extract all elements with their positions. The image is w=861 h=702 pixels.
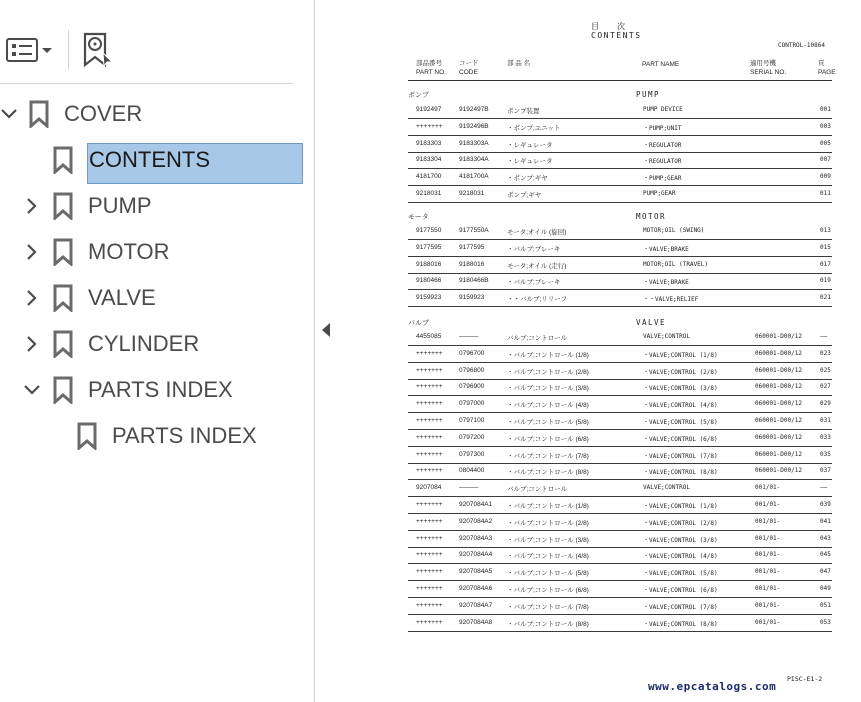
table-cell: 9207084A4	[459, 551, 493, 559]
table-cell: +++++++	[416, 501, 443, 508]
table-cell: +++++++	[416, 400, 443, 408]
table-cell: ——	[820, 484, 828, 492]
table-cell: 4455085	[416, 333, 442, 340]
table-cell: ・VALVE;CONTROL (3/8)	[643, 385, 718, 393]
table-cell: +++++++	[416, 618, 443, 626]
table-cell: 9218031	[416, 190, 442, 197]
table-cell: 047	[820, 568, 831, 576]
header-code	[459, 59, 479, 77]
header-serial	[750, 59, 786, 77]
header-name-jp: 部 品 名	[507, 60, 531, 67]
table-row	[408, 581, 832, 598]
table-row	[408, 480, 832, 497]
table-cell: ・バルブ;コントロール (2/8)	[507, 519, 589, 527]
bookmark-label: COVER	[64, 101, 143, 126]
table-cell: 043	[820, 534, 831, 542]
table-row	[408, 257, 832, 274]
table-cell: 0797100	[459, 417, 485, 424]
table-cell: +++++++	[416, 433, 443, 441]
table-cell: +++++++	[416, 417, 443, 424]
table-cell: ・REGULATOR	[643, 158, 682, 166]
table-row	[408, 186, 832, 203]
table-cell: +++++++	[416, 568, 443, 576]
table-row	[408, 136, 832, 153]
table-cell: +++++++	[416, 366, 443, 374]
table-cell: 060001-D00/12	[755, 349, 802, 357]
footer-code: PISC-E1-2	[787, 675, 823, 683]
table-cell: 9207084	[416, 484, 442, 492]
table-cell: バルブ;コントロール	[507, 486, 568, 494]
table-cell: ・バルブ;コントロール (4/8)	[507, 402, 589, 410]
table-cell: モータ;オイル (走行)	[507, 262, 567, 270]
table-cell: ・VALVE;CONTROL (7/8)	[643, 603, 718, 611]
table-cell: 045	[820, 551, 831, 559]
table-cell: 001/01-	[755, 501, 781, 508]
section-jp: バルブ	[408, 320, 429, 327]
table-cell: ・VALVE;CONTROL (4/8)	[643, 402, 718, 410]
table-cell: ・バルブ;ブレーキ	[507, 279, 561, 287]
table-cell: 4181700A	[459, 173, 489, 181]
table-cell: ・PUMP;GEAR	[643, 175, 682, 183]
table-cell: ・VALVE;CONTROL (2/8)	[643, 519, 718, 527]
table-cell: MOTOR;OIL (TRAVEL)	[643, 260, 709, 268]
table-row	[408, 379, 832, 396]
table-cell: 9177550	[416, 227, 442, 234]
table-cell: 009	[820, 173, 831, 181]
table-cell: 031	[820, 417, 831, 424]
table-cell: 001/01-	[755, 534, 781, 542]
header-part	[416, 59, 446, 77]
table-cell: ・バルブ;コントロール (1/8)	[507, 351, 589, 359]
page-title-jp: 目次	[591, 22, 643, 31]
table-cell: ・レギュレータ	[507, 158, 553, 166]
header-rule	[408, 80, 832, 81]
table-cell: バルブ;コントロール	[507, 335, 568, 342]
section-en: MOTOR	[636, 212, 667, 221]
table-cell: ・バルブ;コントロール (8/8)	[507, 469, 589, 477]
table-cell: 4181700	[416, 173, 442, 181]
table-cell: 001	[820, 106, 831, 113]
bookmark-label: CONTENTS	[89, 147, 210, 172]
table-cell: 9207084A6	[459, 585, 493, 592]
table-cell: 021	[820, 294, 831, 302]
table-cell: ——	[820, 333, 828, 340]
table-row	[408, 290, 832, 307]
table-cell: 0796800	[459, 366, 485, 374]
table-cell: 001/01-	[755, 551, 781, 559]
table-cell: ・VALVE;CONTROL (6/8)	[643, 587, 718, 594]
table-cell: 9192497	[416, 106, 442, 113]
bookmark-label: PUMP	[88, 193, 152, 218]
table-cell: 9183303	[416, 139, 442, 147]
table-cell: ・バルブ;コントロール (6/8)	[507, 435, 589, 443]
table-cell: +++++++	[416, 601, 443, 609]
table-cell: ・バルブ;コントロール (5/8)	[507, 419, 589, 426]
table-cell: ポンプ;ギヤ	[507, 192, 542, 199]
table-cell: 9192496B	[459, 122, 489, 130]
header-page	[818, 59, 836, 77]
table-cell: ・VALVE;CONTROL (3/8)	[643, 536, 718, 544]
table-cell: ・VALVE;CONTROL (7/8)	[643, 452, 718, 460]
table-cell: モータ;オイル (旋回)	[507, 229, 567, 236]
table-cell: 9207084A7	[459, 601, 493, 609]
table-cell: 9180466	[416, 277, 442, 285]
bookmark-label: MOTOR	[88, 239, 170, 264]
table-cell: 9177595	[459, 243, 485, 251]
footer-watermark: www.epcatalogs.com	[648, 680, 777, 693]
table-cell: ・バルブ;コントロール (5/8)	[507, 570, 589, 578]
table-cell: ・バルブ;コントロール (8/8)	[507, 620, 589, 628]
table-cell: ・バルブ;コントロール (7/8)	[507, 452, 589, 460]
table-cell: 025	[820, 366, 831, 374]
table-cell: 060001-D00/12	[755, 366, 802, 374]
bookmark-label: CYLINDER	[88, 331, 200, 356]
table-row	[408, 514, 832, 531]
table-cell: PUMP DEVICE	[643, 106, 683, 113]
table-cell: 033	[820, 433, 831, 441]
table-cell: ・VALVE;CONTROL (8/8)	[643, 620, 718, 628]
table-cell: 041	[820, 517, 831, 525]
table-cell: +++++++	[416, 383, 443, 391]
table-row	[408, 547, 832, 564]
table-cell: ・VALVE;BRAKE	[643, 245, 689, 253]
table-cell: 017	[820, 260, 831, 268]
table-cell: 9183303A	[459, 139, 489, 147]
table-cell: ・バルブ;コントロール (3/8)	[507, 385, 589, 393]
table-cell: 023	[820, 349, 831, 357]
table-cell: 039	[820, 501, 831, 508]
table-cell: ・PUMP;UNIT	[643, 124, 682, 132]
section-jp: モータ	[408, 214, 429, 221]
table-cell: 001/01-	[755, 568, 781, 576]
table-cell: 003	[820, 122, 831, 130]
table-row	[408, 102, 832, 119]
table-cell: 9218031	[459, 190, 485, 197]
table-cell: 060001-D00/12	[755, 467, 802, 475]
table-cell: 060001-D00/12	[755, 450, 802, 458]
table-cell: +++++++	[416, 534, 443, 542]
table-cell: 051	[820, 601, 831, 609]
table-row	[408, 346, 832, 363]
table-cell: VALVE;CONTROL	[643, 484, 690, 492]
header-code-en: CODE	[459, 69, 478, 76]
table-row	[408, 463, 832, 480]
table-cell: 013	[820, 227, 831, 234]
table-cell: ・VALVE;CONTROL (2/8)	[643, 368, 718, 376]
table-cell: 9207084A2	[459, 517, 493, 525]
table-cell: 9188016	[459, 260, 485, 268]
table-cell: 001/01-	[755, 484, 781, 492]
table-cell: 001/01-	[755, 601, 781, 609]
table-cell: ・VALVE;CONTROL (8/8)	[643, 469, 718, 477]
table-row	[408, 119, 832, 136]
table-row	[408, 413, 832, 430]
section-en: VALVE	[636, 318, 667, 327]
table-cell: ・バルブ;ブレーキ	[507, 245, 561, 253]
table-cell: 9177550A	[459, 227, 489, 234]
table-cell: +++++++	[416, 122, 443, 130]
table-cell: 037	[820, 467, 831, 475]
table-cell: ・・VALVE;RELIEF	[643, 296, 699, 304]
table-cell: ・バルブ;コントロール (6/8)	[507, 587, 589, 594]
table-cell: 005	[820, 139, 831, 147]
table-cell: 0797000	[459, 400, 485, 408]
table-cell: 035	[820, 450, 831, 458]
table-cell: ———	[459, 333, 479, 340]
header-part-en: PART NO.	[416, 69, 446, 76]
table-row	[408, 363, 832, 380]
table-cell: ・・バルブ;リリーフ	[507, 296, 567, 304]
header-page-en: PAGE	[818, 69, 836, 76]
table-cell: 049	[820, 585, 831, 592]
table-cell: ・VALVE;CONTROL (1/8)	[643, 351, 718, 359]
table-row	[408, 497, 832, 514]
table-cell: 0804400	[459, 467, 485, 475]
document-code: CONTROL-10864	[778, 42, 825, 49]
table-row	[408, 447, 832, 464]
table-cell: 9207084A3	[459, 534, 493, 542]
table-cell: 9177595	[416, 243, 442, 251]
table-cell: VALVE;CONTROL	[643, 333, 690, 340]
table-cell: 9207084A5	[459, 568, 493, 576]
table-cell: 060001-D00/12	[755, 433, 802, 441]
table-cell: ポンプ装置	[507, 108, 540, 115]
table-cell: 9159923	[416, 294, 442, 302]
table-cell: 015	[820, 243, 831, 251]
table-cell: ・バルブ;コントロール (1/8)	[507, 503, 589, 510]
bookmark-label: VALVE	[88, 285, 156, 310]
table-cell: ・バルブ;コントロール (4/8)	[507, 553, 589, 561]
table-cell: ・VALVE;CONTROL (5/8)	[643, 419, 718, 426]
table-cell: ・ポンプ;ギヤ	[507, 175, 548, 183]
table-cell: ・VALVE;BRAKE	[643, 279, 689, 287]
header-page-jp: 頁	[818, 60, 825, 67]
table-row	[408, 152, 832, 169]
table-row	[408, 240, 832, 257]
table-cell: 9207084A1	[459, 501, 493, 508]
header-serial-jp: 適用号機	[750, 60, 776, 67]
table-cell: 9159923	[459, 294, 485, 302]
header-serial-en: SERIAL NO.	[750, 69, 787, 76]
table-cell: 0796700	[459, 349, 485, 357]
table-cell: +++++++	[416, 551, 443, 559]
section-en: PUMP	[636, 90, 661, 99]
table-cell: 011	[820, 190, 831, 197]
table-cell: 001/01-	[755, 618, 781, 626]
table-cell: ・バルブ;コントロール (3/8)	[507, 536, 589, 544]
table-cell: PUMP;GEAR	[643, 190, 676, 197]
table-cell: +++++++	[416, 517, 443, 525]
table-cell: +++++++	[416, 349, 443, 357]
header-part-jp: 部品番号	[416, 60, 442, 67]
table-row	[408, 223, 832, 240]
table-cell: 0797300	[459, 450, 485, 458]
table-cell: ・VALVE;CONTROL (6/8)	[643, 435, 718, 443]
table-cell: 060001-D00/12	[755, 400, 802, 408]
table-row	[408, 329, 832, 346]
section-jp: ポンプ	[408, 92, 429, 99]
table-cell: 027	[820, 383, 831, 391]
table-cell: 053	[820, 618, 831, 626]
table-row	[408, 273, 832, 290]
table-cell: 9180466B	[459, 277, 489, 285]
table-row	[408, 531, 832, 548]
table-cell: 9183304	[416, 156, 442, 164]
table-cell: +++++++	[416, 585, 443, 592]
table-cell: 060001-D00/12	[755, 333, 802, 340]
table-cell: 019	[820, 277, 831, 285]
page-title: CONTENTS	[591, 31, 642, 40]
table-cell: 060001-D00/12	[755, 417, 802, 424]
table-cell: 9207084A8	[459, 618, 493, 626]
table-row	[408, 430, 832, 447]
header-name-en: PART NAME	[642, 61, 680, 68]
table-cell: ・VALVE;CONTROL (5/8)	[643, 570, 718, 578]
table-cell: 007	[820, 156, 831, 164]
table-cell: 029	[820, 400, 831, 408]
table-cell: 9183304A	[459, 156, 489, 164]
table-cell: ———	[459, 484, 479, 492]
table-cell: 001/01-	[755, 517, 781, 525]
table-cell: 9188016	[416, 260, 442, 268]
table-row	[408, 169, 832, 186]
table-cell: ・バルブ;コントロール (2/8)	[507, 368, 589, 376]
table-cell: ・バルブ;コントロール (7/8)	[507, 603, 589, 611]
table-cell: ・レギュレータ	[507, 141, 553, 149]
table-cell: 0796900	[459, 383, 485, 391]
table-cell: 0797200	[459, 433, 485, 441]
table-cell: +++++++	[416, 467, 443, 475]
table-row	[408, 598, 832, 615]
table-cell: 060001-D00/12	[755, 383, 802, 391]
table-cell: ・REGULATOR	[643, 141, 682, 149]
table-cell: ・ポンプ;ユニット	[507, 124, 561, 132]
table-cell: 9192497B	[459, 106, 489, 113]
table-cell: ・VALVE;CONTROL (1/8)	[643, 503, 718, 510]
table-cell: +++++++	[416, 450, 443, 458]
table-cell: MOTOR;OIL (SWING)	[643, 227, 705, 234]
bookmark-label: PARTS INDEX	[112, 423, 257, 448]
table-row	[408, 615, 832, 632]
table-cell: ・VALVE;CONTROL (4/8)	[643, 553, 718, 561]
table-row	[408, 396, 832, 413]
table-cell: 001/01-	[755, 585, 781, 592]
table-row	[408, 564, 832, 581]
header-code-jp: コード	[459, 60, 479, 67]
bookmark-label: PARTS INDEX	[88, 377, 233, 402]
